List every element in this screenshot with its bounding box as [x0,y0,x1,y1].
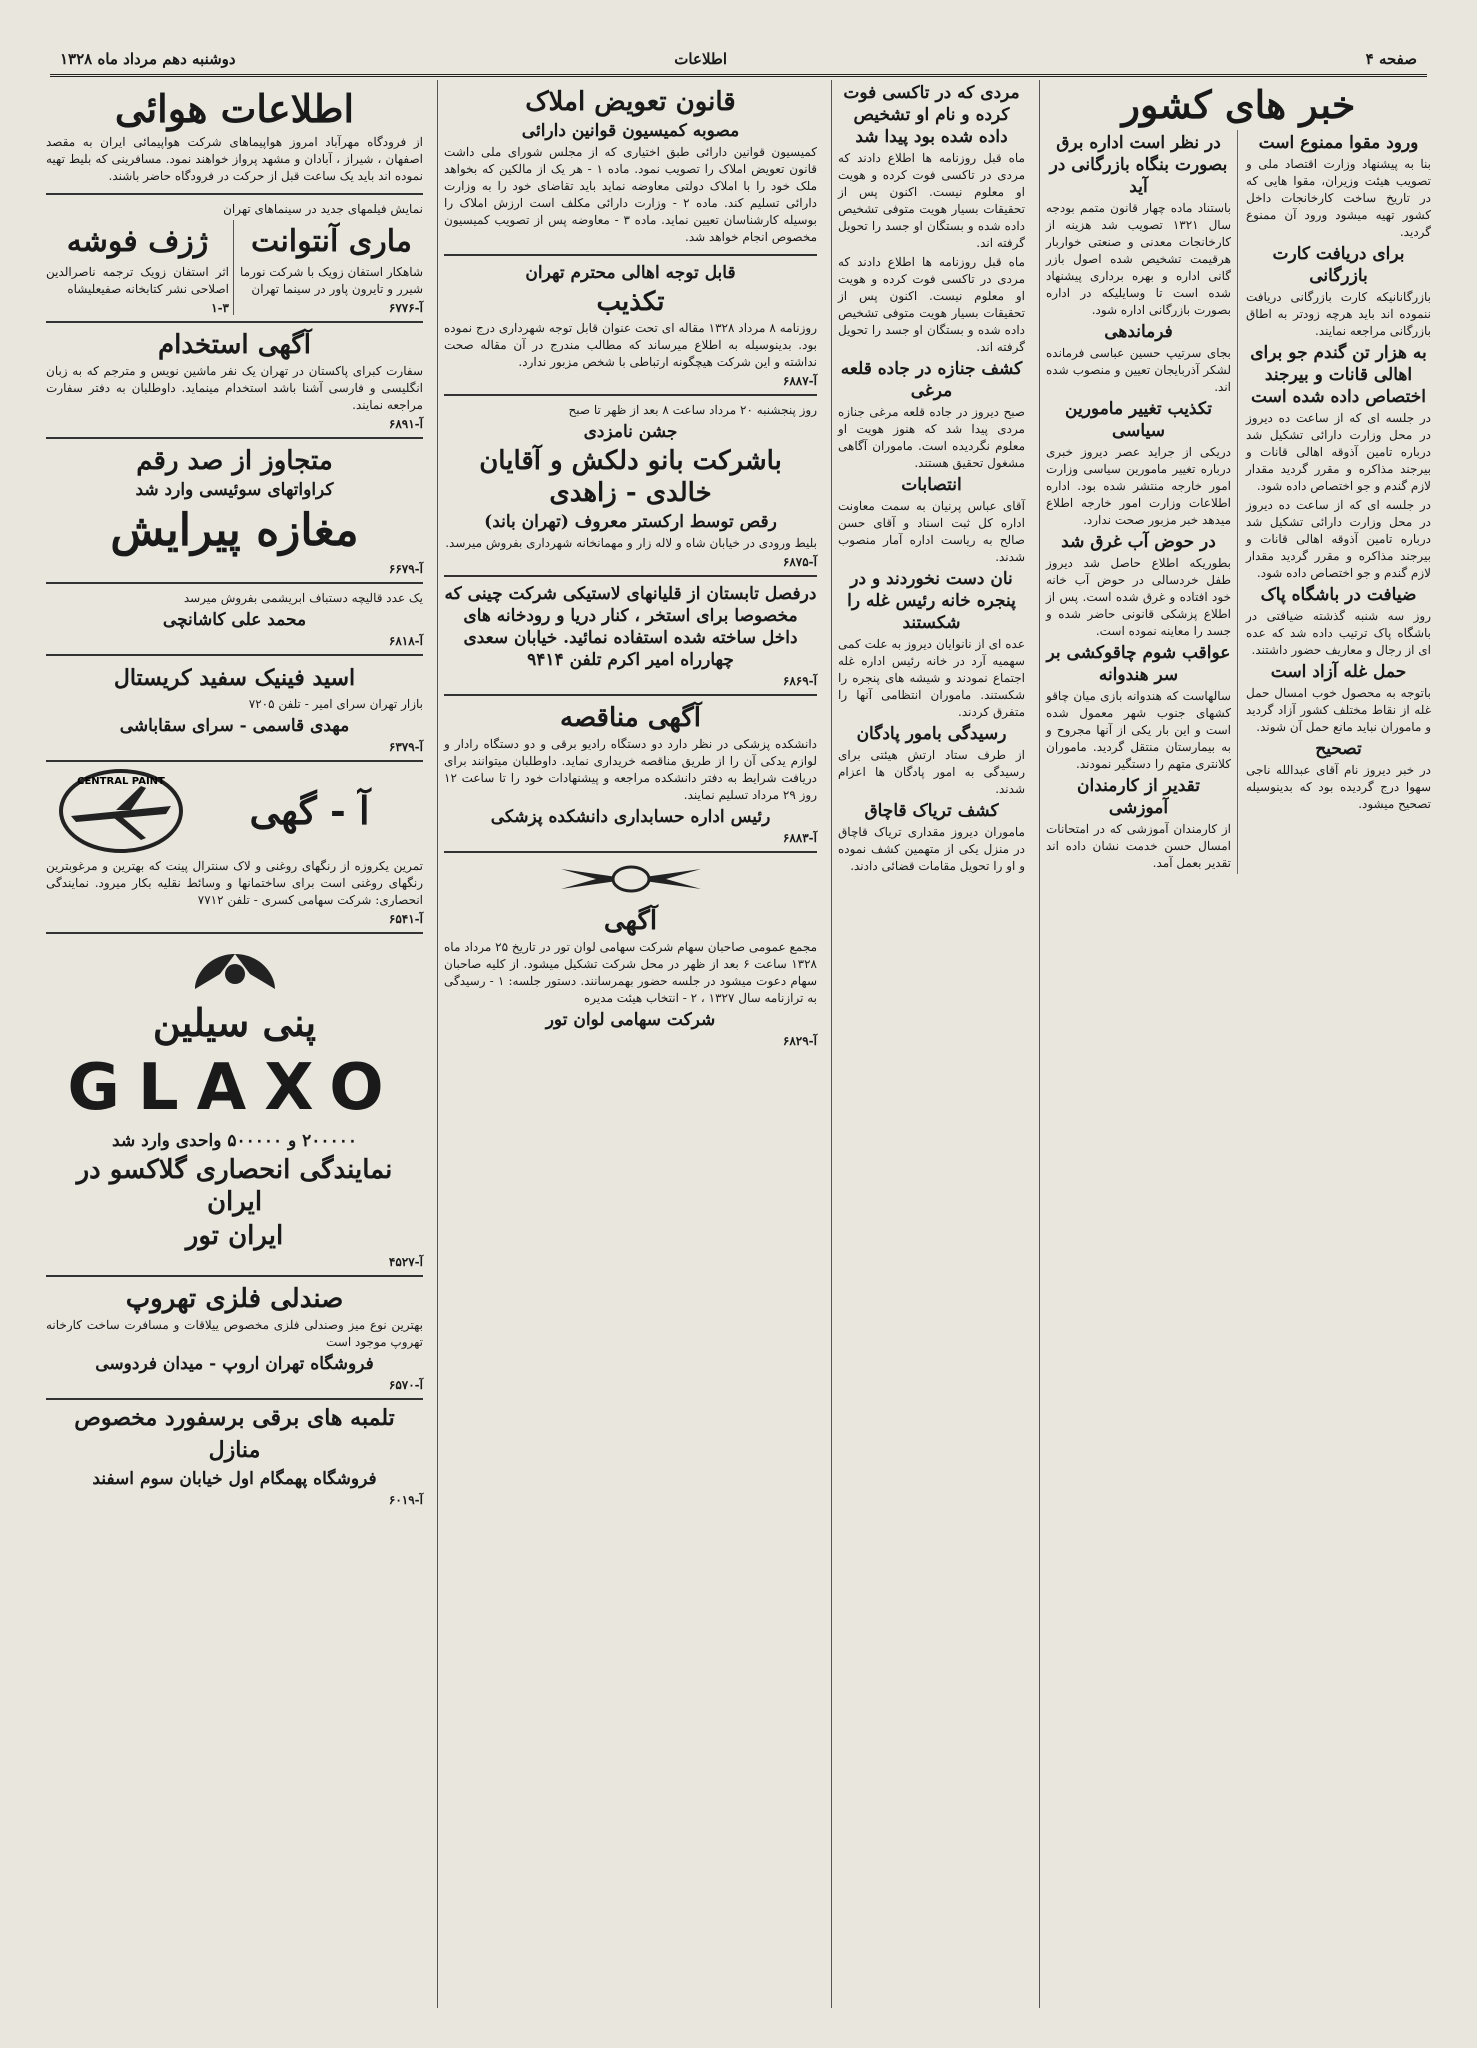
ad-code: آ-۶۸۸۳ [782,831,817,845]
headline: ضیافت در باشگاه پاک [1260,585,1417,605]
paint-body: تمرین یکروزه از رنگهای روغنی و لاک سنترال پینت که بهترین و مرغوبترین رنگهای روغنی است برای ساختمانها و وسائط نقلیه بکار میرود. نمایندگی انحصاری: شرکت سهامی کسری - تلفن ۷۷۱۲ [46,859,423,907]
ad-code: آ-۶۸۲۹ [782,1034,817,1048]
acid-title: اسید فینیک سفید کریستال [113,665,356,691]
law-subtitle: مصوبه کمیسیون قوانین دارائی [521,121,740,141]
paint-title: آ - گهی [249,788,370,833]
law-article [444,80,817,256]
party-line: روز پنجشنبه ۲۰ مرداد ساعت ۸ بعد از ظهر تا صبح [568,403,817,417]
country-news-right [1246,130,1431,874]
headline: در حوض آب غرق شد [1061,532,1216,552]
party-performers: باشرکت بانو دلکش و آقایان خالدی - زاهدی [479,446,782,508]
glaxo-wordmark: GLAXO [67,1051,402,1125]
headline: نان دست نخوردند و در پنجره خانه رئیس غله را شکستند [847,569,1016,633]
page-header [50,44,1427,77]
paint-ad [46,762,423,934]
shop-name: مغازه پیرایش [110,505,359,556]
tender-ad [444,696,817,853]
headline: حمل غله آزاد است [1270,662,1407,682]
article-body: روز سه شنبه گذشته ضیافتی در باشگاه پاک ترتیب داده شد که عده ای از رجال و معاریف حضور داشتند. [1246,609,1431,657]
article-body: در جلسه ای که از ساعت ده دیروز در محل وزارت دارائی تشکیل شد درباره تامین آذوقه اهالی قانات و بیرجند مذاکره و مقرر گردید مقدار لازم گندم و جو اختصاص داده شود. [1246,498,1431,580]
ad-code: آ-۶۸۱۸ [388,634,423,648]
ad-body: مجمع عمومی صاحبان سهام شرکت سهامی لوان تور در تاریخ ۲۵ مرداد ماه ۱۳۲۸ ساعت ۶ بعد از ظهر در محل شرکت تشکیل میشود. از کلیه صاحبان سهام دعوت میشود در جلسه حضور بهمرسانند. دستور جلسه: ۱ - رسیدگی به ترازنامه سال ۱۳۲۷ ، ۲ - انتخاب هیئت مدیره [444,940,818,1005]
headline: انتصابات [901,475,962,495]
headline: تصحیح [1315,739,1362,759]
news-column-3 [437,80,823,2008]
ad-code: آ-۶۸۹۱ [388,417,423,431]
shareholder-ad [444,859,817,1048]
article-body: باستناد ماده چهار قانون متمم بودجه سال ۱۳۲۱ تصویب شد هزینه از کارخانجات معدنی و صنعتی خواربار هرقیمت تشخیص شده اصول بازر گانی اداره و بهره برداری پیشنهاد شده است تا وسایلیکه در اداره بصورت بازرگانی اداره شود. [1046,201,1232,317]
article-body: در جلسه ای که از ساعت ده دیروز در محل وزارت دارائی تشکیل شد درباره تامین آذوقه اهالی قانات و بیرجند مذاکره و مقرر گردید مقدار لازم گندم و جو اختصاص داده شود. [1246,411,1431,493]
notice-body: روزنامه ۸ مرداد ۱۳۲۸ مقاله ای تحت عنوان قابل توجه شهرداری درج نموده بود. بدینوسیله به اطلاع میرساند که مطالب مندرج در آن مقاله صحت نداشته و این شرکت هیچگونه ارتباطی با شخص مزبور ندارد. [444,321,817,369]
small-name: محمد علی کاشانچی [162,610,307,630]
book-ad-1 [240,220,423,315]
tie-ad [46,439,423,584]
book-note: نمایش فیلمهای جدید در سینماهای تهران [223,202,423,216]
tender-signature: رئیس اداره حسابداری دانشکده پزشکی [490,807,771,827]
headline: کشف جنازه در جاده قلعه مرغی [840,359,1023,401]
article-body: آقای عباس پرنیان به سمت معاونت اداره کل ثبت اسناد و آقای حسن صالح به ریاست اداره آمار منصوب شدند. [838,499,1025,564]
article-body: در خبر دیروز نام آقای عبدالله ناجی سهوا درج گردیده بود که بدینوسیله تصحیح میشود. [1246,763,1431,811]
article-body: دریکی از جراید عصر دیروز خبری درباره تغییر مامورین سیاسی وزارت امور خارجه منتشر شده بود. اداره اطلاعات وزارت امور خارجه اطلاع میدهد خبر مزبور صحت ندارد. [1046,445,1231,527]
book-body: اثر استفان زویک ترجمه ناصرالدین اصلاحی نشر کتابخانه صفیعلیشاه [46,265,229,296]
chair-title: صندلی فلزی تهروپ [125,1284,344,1314]
ad-code: آ-۴۵۲۷ [388,1255,423,1269]
article-body: صبح دیروز در جاده قلعه مرغی جنازه مردی پیدا شد که هنوز هویت او معلوم نگردیده است. ماموران آگاهی مشغول تحقیق هستند. [838,405,1025,470]
headline: ورود مقوا ممنوع است [1258,133,1419,153]
ad-code: آ-۶۵۷۰ [388,1378,423,1392]
country-news-left [1046,130,1238,874]
headline: تکذیب تغییر مامورین سیاسی [1065,399,1212,441]
article-body: بجای سرتیپ حسین عباسی فرمانده لشکر آذربایجان تعیین و منصوب شده اند. [1046,346,1231,394]
book-title: ژزف فوشه [66,224,209,259]
ads-column [40,80,429,2008]
tie-subtitle: کراواتهای سوئیسی وارد شد [135,480,334,500]
job-ad [46,323,423,439]
small-ad [46,584,423,656]
plane-logo-icon [46,766,196,856]
book-body: شاهکار استفان زویک با شرکت نورما شیرر و تایرون پاور در سینما تهران [240,265,423,296]
issue-date: دوشنبه دهم مرداد ماه ۱۳۲۸ [60,50,236,68]
page-number: صفحه ۴ [1365,50,1417,68]
ad-code: آ-۶۸۸۷ [782,374,817,388]
article-body: ماموران دیروز مقداری تریاک قاچاق در منزل یکی از متهمین کشف نموده و او را تحویل مقامات قضائی دادند. [838,825,1025,873]
acid-name: مهدی قاسمی - سرای سقاباشی [119,716,350,736]
acid-body: بازار تهران سرای امیر - تلفن ۷۲۰۵ [248,697,423,711]
country-news-title: خبر های کشور [1121,82,1356,127]
article-body: ماه قبل روزنامه ها اطلاع دادند که مردی در تاکسی فوت کرده و هویت او معلوم نیست. اکنون پس از تحقیقات بسیار هویت متوفی تشخیص داده شده و بستگان او جسد را تحویل گرفته اند. [838,151,1025,250]
glaxo-body: ۲۰۰۰۰۰ و ۵۰۰۰۰۰ واحدی وارد شد [112,1131,357,1151]
winged-logo-icon [556,859,706,899]
headline: کشف تریاک قاچاق [864,801,999,821]
headline: در نظر است اداره برق بصورت بنگاه بازرگانی در آید [1049,133,1228,197]
article-body: بطوریکه اطلاع حاصل شد دیروز طفل خردسالی در حوض آب خانه خود افتاده و غرق شده است. پس از اطلاع پزشکی قانونی حاضر شده و جسد را معاینه نموده است. [1046,556,1231,638]
ad-title: آگهی [603,906,658,936]
ad-signature: شرکت سهامی لوان تور [545,1010,716,1030]
small-body: یک عدد قالیچه دستباف ابریشمی بفروش میرسد [183,591,423,605]
notice-head: قابل توجه اهالی محترم تهران [525,263,736,283]
penicillin-title: پنی سیلین [152,1000,317,1045]
ad-code: آ-۶۶۷۹ [388,562,423,576]
ad-code: ۱-۳ [211,301,229,315]
headline: به هزار تن گندم جو برای اهالی قانات و بیرجند اختصاص داده شده است [1250,343,1427,407]
ad-code: آ-۶۸۶۹ [782,674,817,688]
pump-ad [46,1402,423,1507]
paper-name: اطلاعات [674,50,727,68]
chair-shop: فروشگاه تهران اروپ - میدان فردوسی [95,1354,374,1374]
party-body: بلیط ورودی در خیابان شاه و لاله زار و مهمانخانه شهرداری بفروش میرسد. [445,536,817,550]
acid-ad [46,656,423,762]
article-body: ماه قبل روزنامه ها اطلاع دادند که مردی در تاکسی فوت کرده و هویت او معلوم نیست. اکنون پس از تحقیقات بسیار هویت متوفی تشخیص داده شده و بستگان او جسد را تحویل گرفته اند. [838,255,1025,354]
ad-code: آ-۶۳۷۹ [388,740,423,754]
book-title: ماری آنتوانت [250,224,412,259]
denial-notice [444,256,817,396]
glaxo-shop: ایران تور [185,1221,284,1251]
country-news-column [1039,80,1437,2008]
glaxo-ad [46,934,423,1277]
book-ad-2 [46,220,234,315]
air-news [46,80,423,195]
law-body: کمیسیون قوانین دارائی طبق اختیاری که از مجلس شورای ملی داشت قانون تعویض املاک را تصویب نمود. ماده ۱ - هر یک از مالکین که بخواهد ملک خود را با املاک دولتی معاوضه نماید باید تقاضای خود را به وزارت دارائی تسلیم کند. ماده ۲ - وزارت دارائی مکلف است ارزش املاک را بوسیله کارشناسان تعیین نماید. ماده ۳ - معاوضه پس از تصویب کمیسیون مخصوص انجام خواهد شد. [444,145,817,244]
pump-title: تلمبه های برقی برسفورد مخصوص منازل [74,1405,395,1463]
notice-title: تکذیب [596,287,665,317]
party-band: رقص توسط ارکستر معروف (تهران باند) [484,512,777,532]
headline: مردی که در تاکسی فوت کرده و نام او تشخیص داده شده بود پیدا شد [843,83,1020,147]
ad-code: آ-۶۷۷۶ [388,301,423,315]
news-column-2 [831,80,1031,2008]
article-body: باتوجه به محصول خوب امسال حمل غله از نقاط مختلف کشور آزاد گردید و ماموران نباید مانع حمل آن شوند. [1246,686,1431,734]
job-body: سفارت کبرای پاکستان در تهران یک نفر ماشین نویس و مترجم که به زبان انگلیسی و فارسی آشنا باشد استخدام مینماید. داوطلبان به دفتر سفارت مراجعه نمایند. [46,364,423,412]
headline: فرماندهی [1104,322,1173,342]
article-body: بنا به پیشنهاد وزارت اقتصاد ملی و تصویب هیئت وزیران، مقوا هایی که در تاریخ ساخت کارخانجات داخل کشور تهیه میشود ورود آن ممنوع گردید. [1246,157,1431,239]
tender-body: دانشکده پزشکی در نظر دارد دو دستگاه رادیو برقی و دو دستگاه رادار و لوازم یدکی آن را از طریق مناقصه خریداری نماید. داوطلبان میتوانند برای دریافت شرایط به دفتر دانشکده مراجعه و پیشنهادات خود را تا ساعت ۱۲ روز ۲۹ مرداد تسلیم نمایند. [444,737,817,802]
job-title: آگهی استخدام [158,330,311,360]
article-body: عده ای از نانوایان دیروز به علت کمی سهمیه آرد در خانه رئیس اداره غله اجتماع نمودند و شیشه های پنجره را شکستند. ماموران انتظامی آنها را متفرق کردند. [838,637,1025,719]
article-body: سالهاست که هندوانه بازی میان چاقو کشهای جنوب شهر معمول شده است و این بار یکی از آنها مجروح و به بیمارستان منتقل گردید. ماموران کلانتری متهم را دستگیر نمودند. [1046,689,1231,771]
article-body: از طرف ستاد ارتش هیئتی برای رسیدگی به امور پادگان ها اعزام شدند. [838,748,1025,796]
party-title: جشن نامزدی [583,422,678,442]
pump-body: فروشگاه پهمگام اول خیابان سوم اسفند [92,1469,377,1489]
air-title: اطلاعات هوائی [114,86,355,131]
headline: رسیدگی بامور پادگان [856,724,1007,744]
glaxo-agent: نمایندگی انحصاری گلاکسو در ایران [76,1155,393,1217]
hookah-body: درفصل تابستان از قلیانهای لاستیکی شرکت چینی که مخصوصا برای استخر ، کنار دریا و رودخانه های داخل ساخته شده استفاده نمائید. خیابان سعدی چهارراه امیر اکرم تلفن ۹۴۱۴ [444,584,817,670]
headline: برای دریافت کارت بازرگانی [1272,244,1405,286]
chair-body: بهترین نوع میز وصندلی فلزی مخصوص ییلاقات و مسافرت ساخت کارخانه تهروپ موجود است [46,1318,423,1349]
article-body: از کارمندان آموزشی که در امتحانات امسال حسن خدمت نشان داده اند تقدیر بعمل آمد. [1046,822,1231,870]
tie-title: متجاوز از صد رقم [136,446,333,476]
law-title: قانون تعویض املاک [525,87,736,117]
paint-logo-text: CENTRAL PAINT [77,776,165,787]
air-body: از فرودگاه مهرآباد امروز هواپیماهای شرکت هواپیمائی ایران به مقصد اصفهان ، شیراز ، آبادان و مشهد پرواز خواهند نمود. مسافرینی که بلیط تهیه نموده اند باید یک ساعت قبل از حرکت در فرودگاه حاضر باشند. [46,135,423,183]
tender-title: آگهی مناقصه [560,703,701,733]
article-body: بازرگانانیکه کارت بازرگانی دریافت ننموده اند باید هرچه زودتر به اطاق بازرگانی مراجعه نمایند. [1246,290,1431,338]
headline: عواقب شوم چاقوکشی بر سر هندوانه [1046,643,1231,685]
headline: تقدیر از کارمندان آموزشی [1077,776,1200,818]
ad-code: آ-۶۸۷۵ [782,555,817,569]
hookah-ad [444,577,817,696]
chair-ad [46,1277,423,1400]
ad-code: آ-۶۰۱۹ [388,1493,423,1507]
party-ad [444,396,817,577]
ad-code: آ-۶۵۴۱ [388,912,423,926]
book-ads [46,195,423,323]
wing-emblem-icon [190,944,280,994]
